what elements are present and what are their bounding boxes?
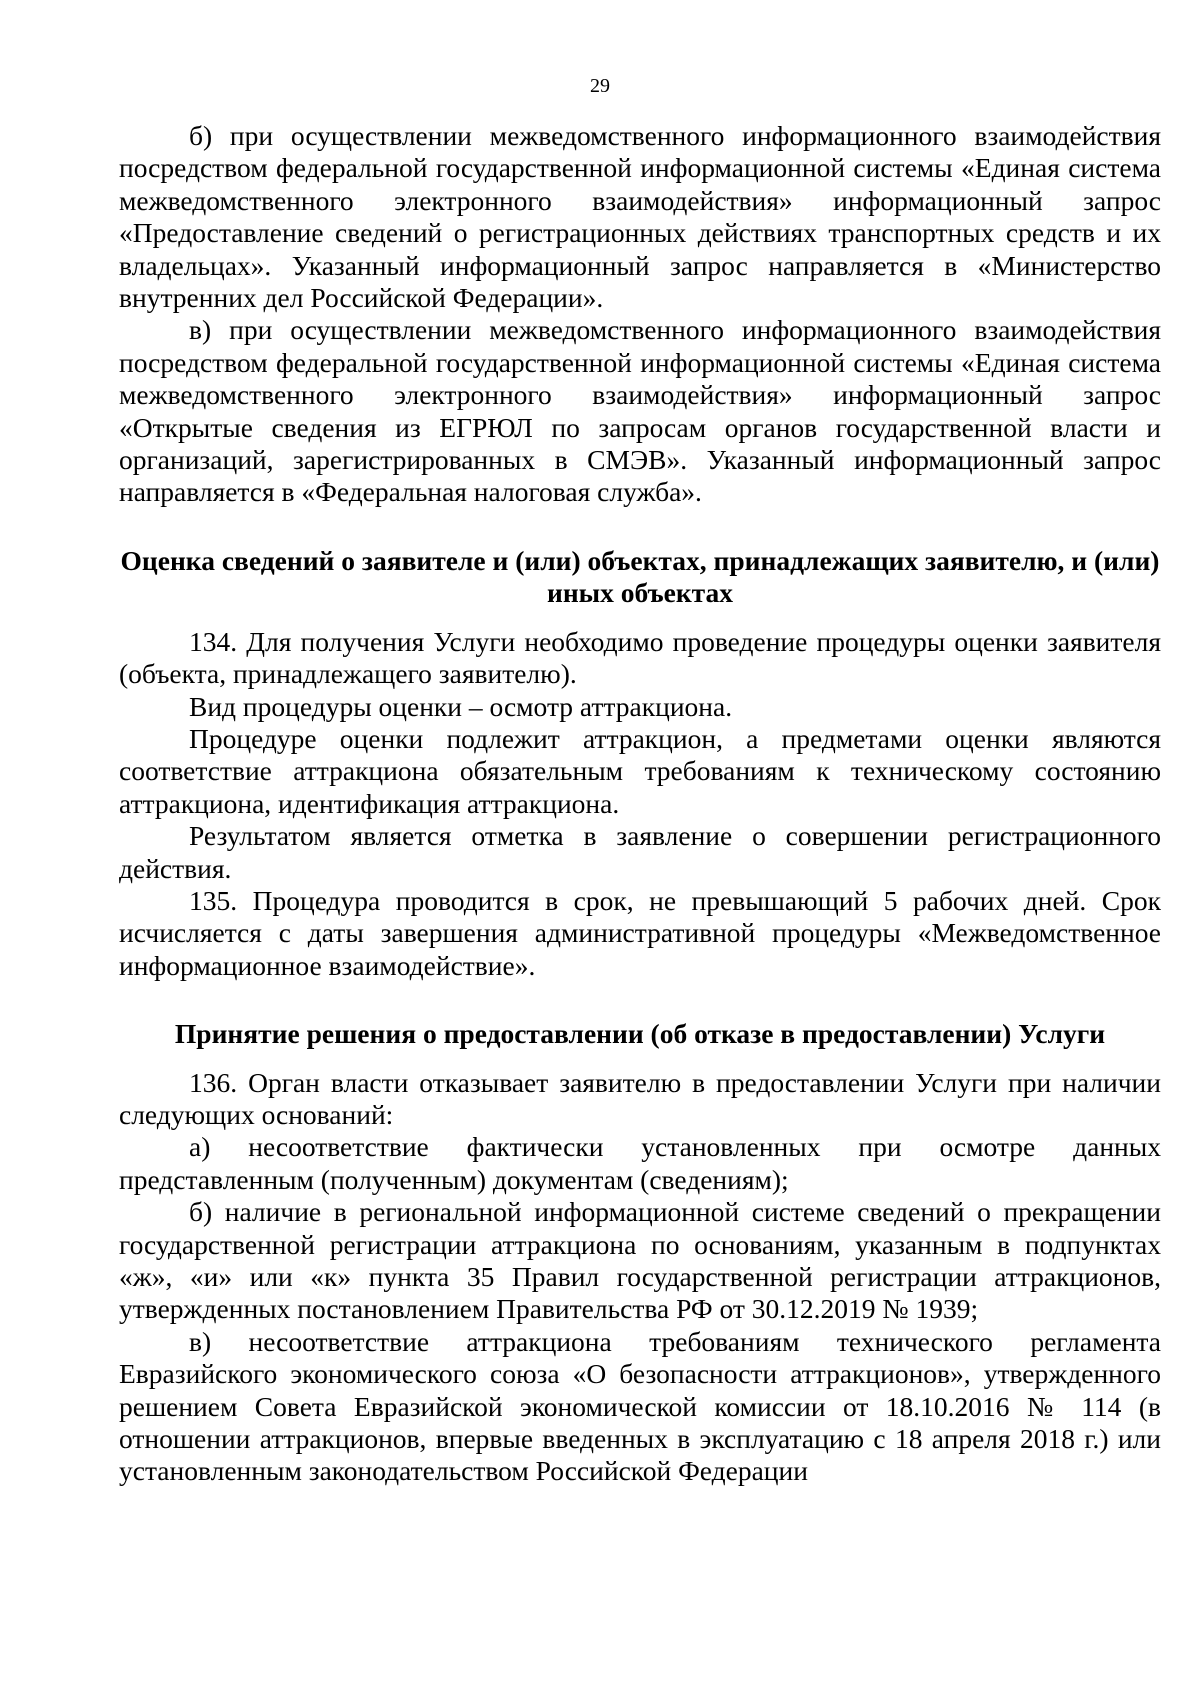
paragraph-136-b: б) наличие в региональной информационной системе сведений о прекращении государственной регистрации аттракциона по основаниям, указанным в подпунктах «ж», «и» или «к» пункта 35 Правил государственной регистрации аттракционов, утвержденных постановлением Правительства РФ от 30.12.2019 № 1939; — [119, 1196, 1161, 1325]
spacer — [119, 982, 1161, 1018]
document-body — [119, 120, 1161, 1488]
spacer — [119, 610, 1161, 626]
spacer — [119, 509, 1161, 545]
section-heading-decision: Принятие решения о предоставлении (об отказе в предоставлении) Услуги — [174, 1018, 1106, 1050]
spacer — [119, 1051, 1161, 1067]
section-heading-assessment: Оценка сведений о заявителе и (или) объектах, принадлежащих заявителю, и (или) иных объектах — [120, 544, 1160, 609]
paragraph-b-smev-request: б) при осуществлении межведомственного информационного взаимодействия посредством федеральной государственной информационной системы «Единая система межведомственного электронного взаимодействия» информационный запрос «Предоставление сведений о регистрационных действиях транспортных средств и их владельцах». Указанный информационный запрос направляется в «Министерство внутренних дел Российской Федерации». — [119, 120, 1161, 314]
paragraph-v-egrul-request: в) при осуществлении межведомственного информационного взаимодействия посредством федеральной государственной информационной системы «Единая система межведомственного электронного взаимодействия» информационный запрос «Открытые сведения из ЕГРЮЛ по запросам органов государственной власти и организаций, зарегистрированных в СМЭВ». Указанный информационный запрос направляется в «Федеральная налоговая служба». — [119, 314, 1161, 508]
paragraph-136: 136. Орган власти отказывает заявителю в предоставлении Услуги при наличии следующих оснований: — [119, 1066, 1161, 1130]
paragraph-assessment-type: Вид процедуры оценки – осмотр аттракциона. — [189, 690, 733, 722]
paragraph-assessment-result: Результатом является отметка в заявление о совершении регистрационного действия. — [119, 820, 1161, 884]
paragraph-assessment-subject: Процедуре оценки подлежит аттракцион, а предметами оценки являются соответствие аттракциона обязательным требованиям к техническому состоянию аттракциона, идентификация аттракциона. — [119, 722, 1161, 819]
paragraph-134: 134. Для получения Услуги необходимо проведение процедуры оценки заявителя (объекта, принадлежащего заявителю). — [119, 625, 1161, 690]
paragraph-136-v: в) несоответствие аттракциона требованиям технического регламента Евразийского экономического союза «О безопасности аттракционов», утвержденного решением Совета Евразийской экономической комиссии от 18.10.2016 № 114 (в отношении аттракционов, впервые введенных в эксплуатацию с 18 апреля 2018 г.) или установленным законодательством Российской Федерации — [119, 1325, 1161, 1487]
paragraph-136-a: а) несоответствие фактически установленных при осмотре данных представленным (полученным) документам (сведениям); — [119, 1131, 1161, 1195]
paragraph-135: 135. Процедура проводится в срок, не превышающий 5 рабочих дней. Срок исчисляется с даты завершения административной процедуры «Межведомственное информационное взаимодействие». — [119, 884, 1161, 981]
page-number: 29 — [590, 75, 610, 97]
